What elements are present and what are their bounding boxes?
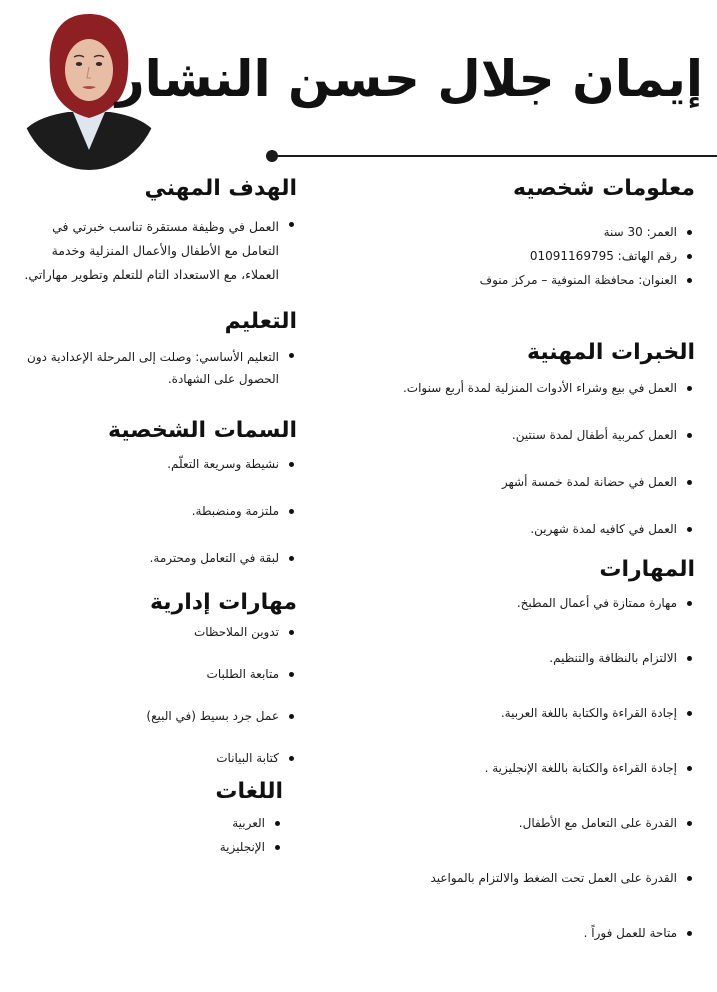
list-item: العمر: 30 سنة bbox=[325, 223, 677, 241]
admin-skills-list bbox=[17, 623, 297, 767]
skills-list bbox=[325, 594, 695, 942]
experience-section bbox=[325, 340, 695, 538]
career-goal-title: الهدف المهني bbox=[144, 176, 297, 201]
list-item: نشيطة وسريعة التعلّم. bbox=[17, 455, 279, 473]
list-item: رقم الهاتف: 01091169795 bbox=[325, 247, 677, 265]
list-item: كتابة البيانات bbox=[17, 749, 279, 767]
languages-title: اللغات bbox=[215, 779, 283, 804]
admin-skills-section bbox=[17, 590, 297, 767]
list-item: متاحة للعمل فوراً . bbox=[325, 924, 677, 942]
personal-info-list bbox=[325, 223, 695, 289]
list-item: العمل كمربية أطفال لمدة سنتين. bbox=[325, 426, 677, 444]
header-divider-dot bbox=[266, 150, 278, 162]
list-item: القدرة على العمل تحت الضغط والالتزام بالمواعيد bbox=[325, 869, 677, 887]
list-item: العمل في وظيفة مستقرة تناسب خبرتي في التعامل مع الأطفال والأعمال المنزلية وخدمة العملاء، مع الاستعداد التام للتعلم وتطوير مهاراتي. bbox=[17, 215, 279, 287]
list-item: تدوين الملاحظات bbox=[17, 623, 279, 641]
candidate-name: إيمان جلال حسن النشار bbox=[115, 50, 703, 108]
list-item: القدرة على التعامل مع الأطفال. bbox=[325, 814, 677, 832]
personal-info-title: معلومات شخصيه bbox=[513, 176, 695, 201]
list-item: العمل في بيع وشراء الأدوات المنزلية لمدة أربع سنوات. bbox=[325, 379, 677, 397]
career-goal-list bbox=[17, 215, 297, 287]
list-item: العربية bbox=[17, 814, 265, 832]
list-item: إجادة القراءة والكتابة باللغة العربية. bbox=[325, 704, 677, 722]
education-title: التعليم bbox=[224, 309, 297, 334]
list-item: العمل في كافيه لمدة شهرين. bbox=[325, 520, 677, 538]
experience-list bbox=[325, 379, 695, 538]
list-item: إجادة القراءة والكتابة باللغة الإنجليزية . bbox=[325, 759, 677, 777]
list-item: مهارة ممتازة في أعمال المطبخ. bbox=[325, 594, 677, 612]
list-item: العمل في حضانة لمدة خمسة أشهر bbox=[325, 473, 677, 491]
languages-section bbox=[17, 779, 297, 856]
list-item: عمل جرد بسيط (في البيع) bbox=[17, 707, 279, 725]
languages-list bbox=[17, 814, 283, 856]
skills-title: المهارات bbox=[599, 557, 695, 582]
left-column bbox=[17, 176, 297, 862]
admin-skills-title: مهارات إدارية bbox=[149, 590, 297, 615]
header-divider-line bbox=[272, 155, 717, 157]
personal-traits-section bbox=[17, 418, 297, 567]
personal-info-section bbox=[325, 176, 695, 289]
list-item: متابعة الطلبات bbox=[17, 665, 279, 683]
education-list bbox=[17, 346, 297, 390]
experience-title: الخبرات المهنية bbox=[526, 340, 695, 365]
list-item: لبقة في التعامل ومحترمة. bbox=[17, 549, 279, 567]
list-item: ملتزمة ومنضبطة. bbox=[17, 502, 279, 520]
education-section bbox=[17, 309, 297, 390]
career-goal-section bbox=[17, 176, 297, 287]
list-item: العنوان: محافظة المنوفية – مركز منوف bbox=[325, 271, 677, 289]
right-column bbox=[325, 176, 695, 979]
skills-section bbox=[325, 557, 695, 942]
personal-traits-list bbox=[17, 455, 297, 567]
list-item: الإنجليزية bbox=[17, 838, 265, 856]
list-item: الالتزام بالنظافة والتنظيم. bbox=[325, 649, 677, 667]
personal-traits-title: السمات الشخصية bbox=[107, 418, 297, 443]
list-item: التعليم الأساسي: وصلت إلى المرحلة الإعدادية دون الحصول على الشهادة. bbox=[17, 346, 279, 390]
